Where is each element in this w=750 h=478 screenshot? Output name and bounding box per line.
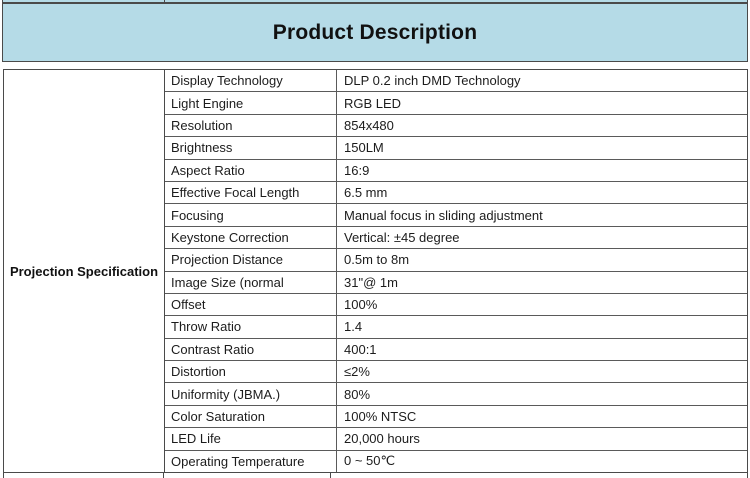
cropped-row-below [3,473,748,478]
spec-label: Throw Ratio [165,316,337,337]
table-row [165,339,747,361]
spec-label: Image Size (normal [165,272,337,293]
spec-value: 854x480 [344,117,394,133]
spec-label: Projection Distance [165,249,337,270]
table-row [165,227,747,249]
table-row [165,70,747,92]
section-cell [4,70,165,472]
spec-label: Color Saturation [165,406,337,427]
column-divider [330,473,331,478]
table-row [165,294,747,316]
table-row [165,383,747,405]
spec-value: Vertical: ±45 degree [344,229,460,245]
table-row [165,272,747,294]
spec-label: Uniformity (JBMA.) [165,383,337,404]
spec-value: 6.5 mm [344,185,388,201]
spec-label: Display Technology [165,70,337,91]
spec-label: Brightness [165,137,337,158]
spec-value: 0 ~ 50℃ [344,453,396,469]
table-row [165,406,747,428]
spec-value: 20,000 hours [344,431,420,447]
spec-value: 1.4 [344,319,363,335]
table-row [165,92,747,114]
spec-value: 31"@ 1m [344,274,398,290]
spec-value: 80% [344,386,371,402]
spec-label: LED Life [165,428,337,449]
column-divider [163,473,164,478]
spec-label: Resolution [165,115,337,136]
spec-label: Focusing [165,204,337,225]
spec-value: 100% NTSC [344,409,417,425]
table-row [165,160,747,182]
table-row [165,451,747,472]
spec-label: Light Engine [165,92,337,113]
spec-label: Effective Focal Length [165,182,337,203]
spec-label: Keystone Correction [165,227,337,248]
section-label: Projection Specification [9,263,159,279]
table-row [165,115,747,137]
spec-value: 0.5m to 8m [344,252,410,268]
spec-value: 16:9 [344,162,370,178]
table-row [165,137,747,159]
page-title: Product Description [272,20,478,44]
spec-value: ≤2% [344,364,370,380]
table-row [165,428,747,450]
spec-value: 150LM [344,140,384,156]
spec-label: Operating Temperature [165,451,337,472]
spec-value: 100% [344,297,378,313]
spec-value: Manual focus in sliding adjustment [344,207,543,223]
table-left-border [3,473,4,478]
table-row [165,249,747,271]
spec-label: Distortion [165,361,337,382]
table-right-border [747,473,748,478]
table-row [165,182,747,204]
table-row [165,316,747,338]
product-description-banner [2,2,748,62]
spec-label: Offset [165,294,337,315]
table-row [165,204,747,226]
spec-rows [165,70,747,472]
table-row [165,361,747,383]
spec-value: DLP 0.2 inch DMD Technology [344,73,521,89]
spec-table [3,69,748,473]
spec-label: Aspect Ratio [165,160,337,181]
spec-value: RGB LED [344,95,402,111]
spec-label: Contrast Ratio [165,339,337,360]
spec-value: 400:1 [344,341,377,357]
